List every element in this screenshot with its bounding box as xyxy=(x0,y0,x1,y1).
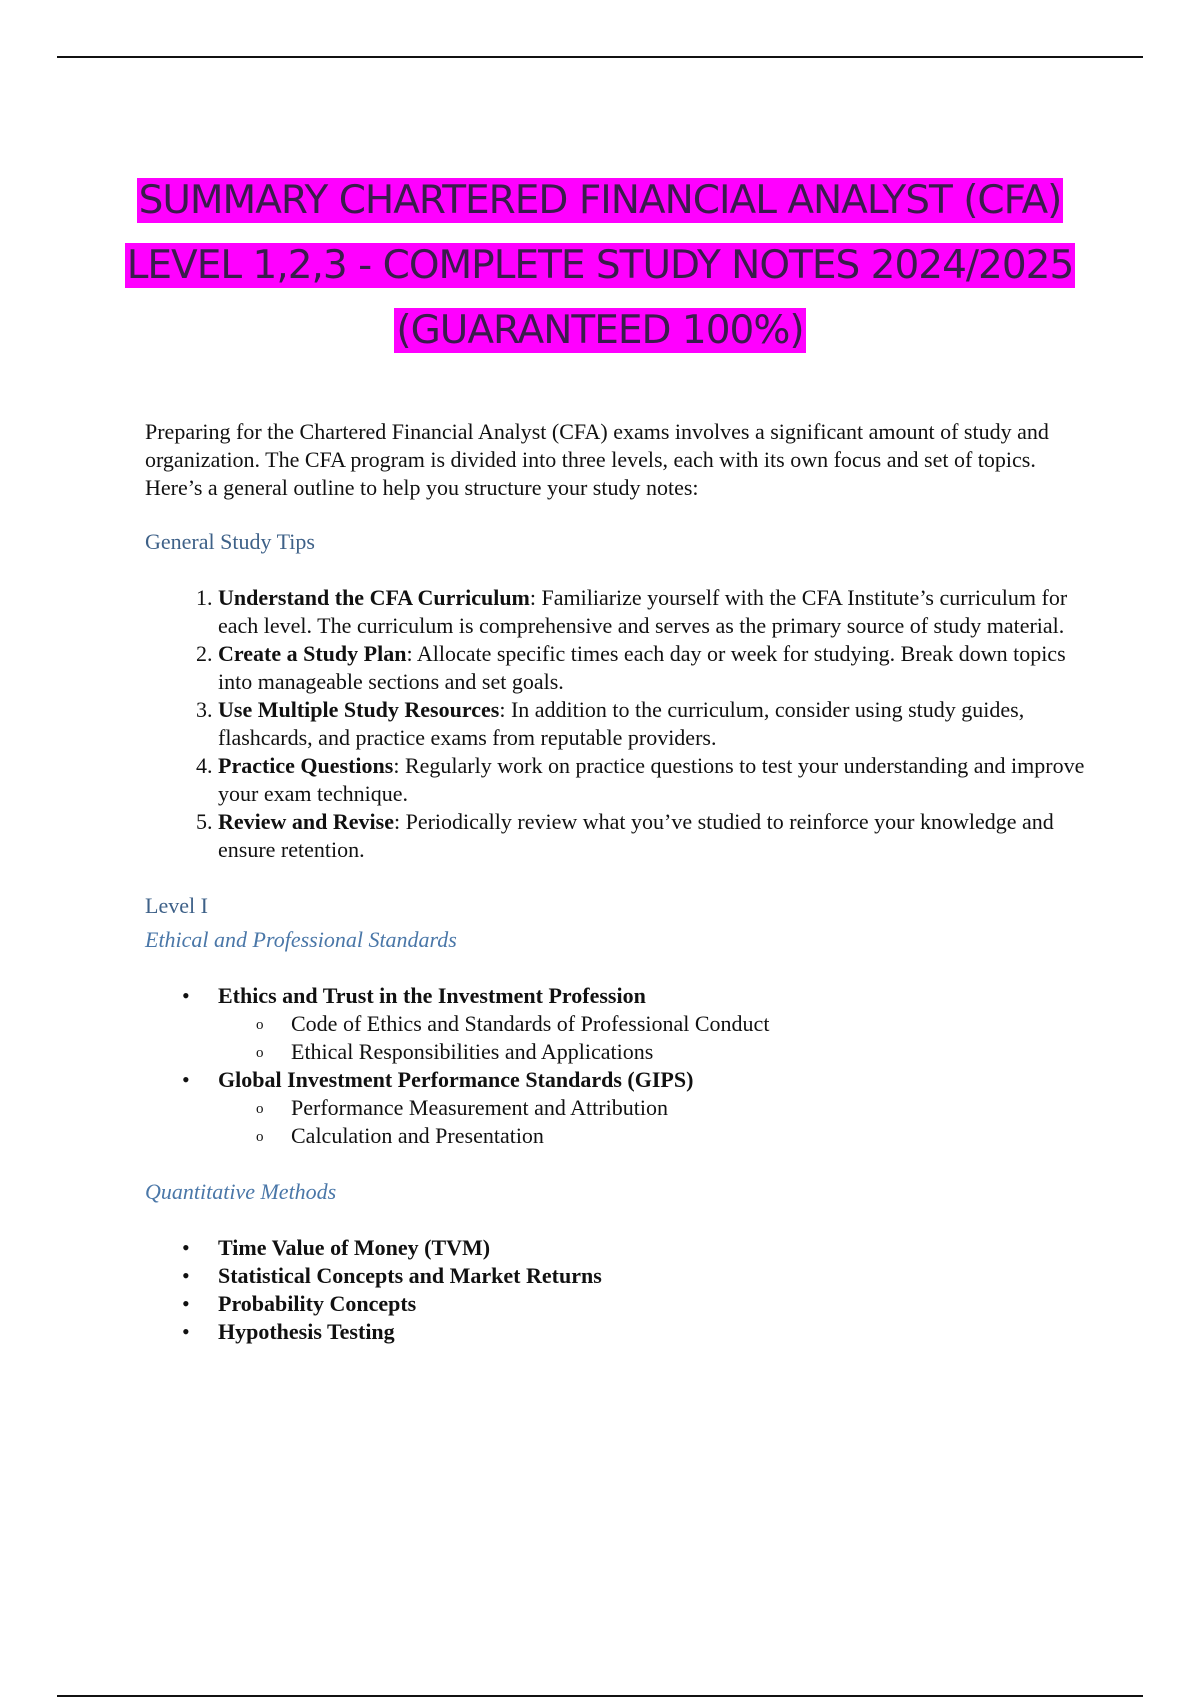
document-body xyxy=(145,418,1095,1374)
general-tips-list xyxy=(145,584,1095,864)
tip-text: : In addition to the curriculum, consider using study guides, flashcards, and practice exams from reputable providers. xyxy=(218,697,1025,750)
quant-subheading: Quantitative Methods xyxy=(145,1179,337,1204)
top-rule xyxy=(57,56,1143,58)
quant-item: • Statistical Concepts and Market Returns xyxy=(145,1262,1095,1290)
document-title xyxy=(100,168,1100,363)
tip-term: Practice Questions xyxy=(218,753,394,778)
tip-text: : Periodically review what you’ve studied to reinforce your knowledge and ensure retention. xyxy=(218,809,1054,862)
ethics-subitem: o Ethical Responsibilities and Applications xyxy=(218,1038,1095,1066)
ethics-subitem: o Code of Ethics and Standards of Professional Conduct xyxy=(218,1010,1095,1038)
ethics-item-label: Global Investment Performance Standards (GIPS) xyxy=(218,1067,694,1092)
tip-item xyxy=(218,640,1095,696)
ethics-subheading: Ethical and Professional Standards xyxy=(145,927,457,952)
tip-term: Understand the CFA Curriculum xyxy=(218,585,530,610)
quant-item: • Probability Concepts xyxy=(145,1290,1095,1318)
ethics-sublist xyxy=(218,1094,1095,1150)
tip-text: : Allocate specific times each day or week for studying. Break down topics into manageable sections and set goals. xyxy=(218,641,1066,694)
tip-text: : Familiarize yourself with the CFA Institute’s curriculum for each level. The curriculum is comprehensive and serves as the primary source of study material. xyxy=(218,585,1068,638)
tip-term: Review and Revise xyxy=(218,809,394,834)
quant-item: • Hypothesis Testing xyxy=(145,1318,1095,1346)
ethics-item-label: Ethics and Trust in the Investment Profession xyxy=(218,983,646,1008)
tip-term: Use Multiple Study Resources xyxy=(218,697,500,722)
general-tips-heading: General Study Tips xyxy=(145,529,315,554)
ethics-subitem: o Performance Measurement and Attribution xyxy=(218,1094,1095,1122)
intro-paragraph: Preparing for the Chartered Financial Analyst (CFA) exams involves a significant amount of study and organization. The CFA program is divided into three levels, each with its own focus and set of topics. Here’s a general outline to help you structure your study notes: xyxy=(145,419,1049,500)
ethics-subitem: o Calculation and Presentation xyxy=(218,1122,1095,1150)
quant-list xyxy=(145,1234,1095,1346)
ethics-list xyxy=(145,982,1095,1150)
quant-item: • Time Value of Money (TVM) xyxy=(145,1234,1095,1262)
bottom-rule xyxy=(57,1695,1143,1697)
level-1-heading: Level I xyxy=(145,893,208,918)
tip-item xyxy=(218,808,1095,864)
tip-term: Create a Study Plan xyxy=(218,641,407,666)
ethics-item xyxy=(145,1066,1095,1150)
tip-item xyxy=(218,752,1095,808)
ethics-sublist xyxy=(218,1010,1095,1066)
tip-item xyxy=(218,584,1095,640)
ethics-item xyxy=(145,982,1095,1066)
tip-item xyxy=(218,696,1095,752)
document-title-text: SUMMARY CHARTERED FINANCIAL ANALYST (CFA) LEVEL 1,2,3 - COMPLETE STUDY NOTES 2024/2025 (GUARANTEED 100%) xyxy=(126,178,1074,353)
tip-text: : Regularly work on practice questions to test your understanding and improve your exam technique. xyxy=(218,753,1085,806)
